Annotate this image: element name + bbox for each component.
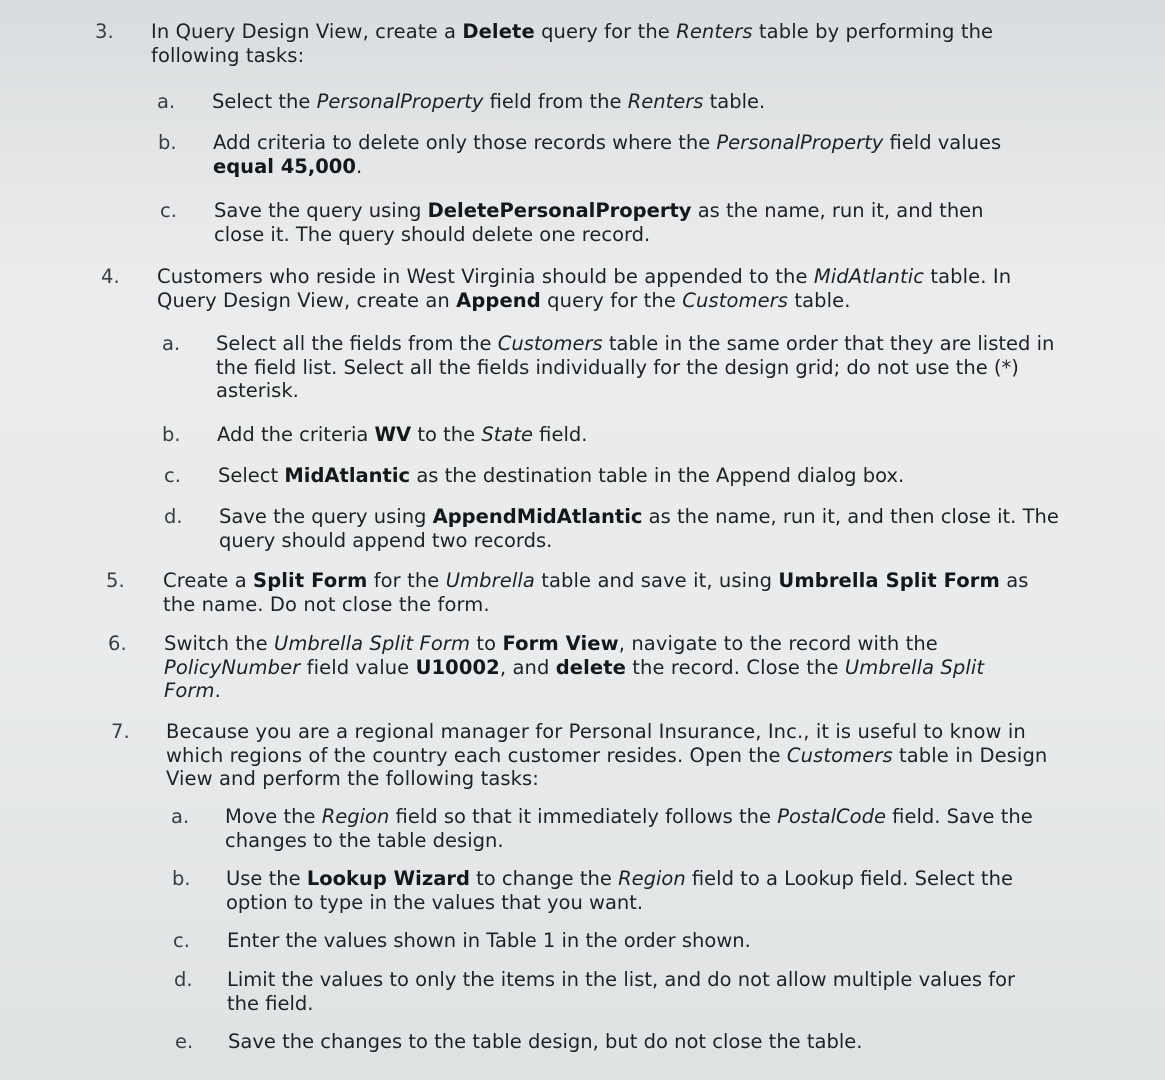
sub-letter: c.	[173, 929, 190, 952]
step-text: In Query Design View, create a Delete query for the Renters table by performing the following tasks:	[151, 20, 994, 67]
sub-letter: d.	[174, 968, 193, 991]
sub-text: Limit the values to only the items in the list, and do not allow multiple values for the field.	[227, 968, 1016, 1015]
sub-text: Add the criteria WV to the State field.	[217, 423, 588, 446]
step-text: Because you are a regional manager for Personal Insurance, Inc., it is useful to know in which regions of the country each customer resides. Open the Customers table in Design View and perform the following tasks:	[166, 720, 1048, 790]
sub-letter: a.	[171, 805, 190, 828]
sub-text: Select all the fields from the Customers table in the same order that they are listed in the field list. Select all the fields individually for the design grid; do not use the (*) asterisk.	[216, 332, 1055, 402]
sub-text: Add criteria to delete only those records where the PersonalProperty field values equal 45,000.	[213, 131, 1002, 178]
sub-letter: c.	[164, 464, 181, 487]
step-number: 7.	[111, 720, 130, 743]
step-text: Customers who reside in West Virginia should be appended to the MidAtlantic table. In Query Design View, create an Append query for the Customers table.	[157, 265, 1012, 312]
sub-letter: b.	[172, 867, 191, 890]
step-number: 6.	[108, 632, 127, 655]
sub-text: Enter the values shown in Table 1 in the order shown.	[227, 929, 751, 952]
step-number: 3.	[95, 20, 114, 43]
sub-text: Move the Region field so that it immediately follows the PostalCode field. Save the changes to the table design.	[225, 805, 1033, 852]
sub-letter: a.	[162, 332, 181, 355]
sub-text: Save the changes to the table design, but do not close the table.	[228, 1030, 863, 1053]
sub-letter: d.	[164, 505, 183, 528]
step-text: Switch the Umbrella Split Form to Form View, navigate to the record with the PolicyNumber field value U10002, and delete the record. Close the Umbrella Split Form.	[164, 632, 985, 702]
step-number: 5.	[106, 569, 125, 592]
step-number: 4.	[101, 265, 120, 288]
sub-letter: b.	[158, 131, 177, 154]
sub-text: Save the query using AppendMidAtlantic as the name, run it, and then close it. The query should append two records.	[219, 505, 1059, 552]
sub-text: Select the PersonalProperty field from the Renters table.	[212, 90, 766, 113]
sub-letter: b.	[162, 423, 181, 446]
sub-text: Select MidAtlantic as the destination table in the Append dialog box.	[218, 464, 905, 487]
sub-letter: c.	[160, 199, 177, 222]
sub-text: Save the query using DeletePersonalProperty as the name, run it, and then close it. The query should delete one record.	[214, 199, 984, 246]
sub-letter: e.	[175, 1030, 194, 1053]
step-text: Create a Split Form for the Umbrella table and save it, using Umbrella Split Form as the name. Do not close the form.	[163, 569, 1029, 616]
sub-letter: a.	[157, 90, 176, 113]
sub-text: Use the Lookup Wizard to change the Region field to a Lookup field. Select the option to type in the values that you want.	[226, 867, 1013, 914]
